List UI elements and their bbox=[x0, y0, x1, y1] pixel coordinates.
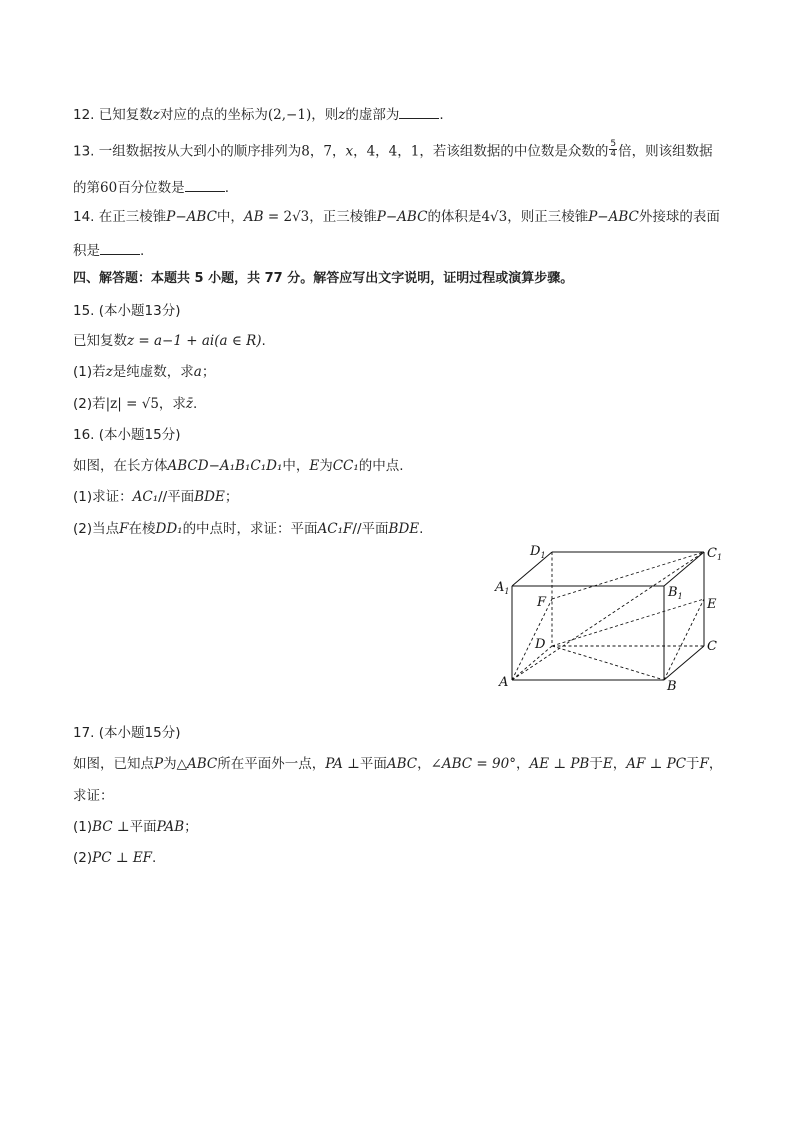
q16-text: (2)当点 bbox=[73, 521, 120, 537]
q15-math: z bbox=[105, 364, 113, 380]
question-17-part1 bbox=[73, 818, 198, 836]
q15-text: 已知复数 bbox=[73, 333, 127, 349]
q14-math: 4√3 bbox=[481, 209, 508, 225]
answer-blank bbox=[100, 240, 140, 255]
q14-text: ，则正三棱锥 bbox=[507, 209, 589, 225]
question-14 bbox=[73, 208, 720, 226]
question-16-part2 bbox=[73, 520, 423, 538]
q14-math: P−ABC bbox=[166, 209, 217, 225]
question-13 bbox=[73, 139, 713, 161]
fraction-numerator: 5 bbox=[610, 139, 617, 149]
q12-text: 12. 已知复数 bbox=[73, 107, 153, 123]
q13-var: x bbox=[345, 143, 354, 160]
q17-math: PA ⊥ bbox=[325, 756, 360, 772]
question-16-part1 bbox=[73, 488, 238, 506]
q15-math: z = a−1 + ai(a ∈ R) bbox=[127, 333, 262, 349]
q17-math: PC ⊥ EF bbox=[92, 850, 153, 866]
q17-text: (2) bbox=[73, 850, 93, 866]
q14-text: 14. 在正三棱锥 bbox=[73, 209, 167, 225]
q16-text: . bbox=[419, 521, 424, 537]
question-16-head bbox=[73, 426, 180, 444]
q15-text: ，求 bbox=[158, 396, 186, 412]
question-13-line2 bbox=[73, 177, 229, 197]
q17-text: (1) bbox=[73, 819, 93, 835]
q13-data: ，4，4，1 bbox=[353, 143, 420, 160]
q15-text: (2)若 bbox=[73, 396, 106, 412]
q16-math: AC₁F bbox=[317, 521, 353, 537]
q16-math: ABCD−A₁B₁C₁D₁ bbox=[167, 458, 283, 474]
q12-var: z bbox=[338, 107, 346, 123]
edge-AD bbox=[512, 646, 552, 680]
q15-text: ； bbox=[201, 364, 216, 380]
q17-text: 为 bbox=[163, 756, 177, 772]
question-16-stem bbox=[73, 457, 404, 475]
q16-math: BDE bbox=[194, 489, 225, 505]
question-15-part1 bbox=[73, 363, 215, 381]
section-title: 四、解答题 bbox=[73, 271, 139, 286]
q14-text: ，正三棱锥 bbox=[309, 209, 377, 225]
label-D1: $D_1$ bbox=[530, 544, 546, 560]
label-B1: $B_1$ bbox=[668, 585, 683, 601]
q17-math: F bbox=[699, 756, 709, 772]
q15-math: |z| = √5 bbox=[105, 396, 159, 412]
q15-heading: 15. (本小题13分) bbox=[73, 303, 181, 319]
q16-text: 为 bbox=[319, 458, 333, 474]
label-A1: $A_1$ bbox=[495, 580, 510, 596]
q17-text: ； bbox=[184, 819, 198, 835]
q16-text: //平面 bbox=[158, 489, 195, 505]
q16-math: DD₁ bbox=[155, 521, 183, 537]
question-14-line2 bbox=[73, 240, 144, 260]
section-heading bbox=[73, 270, 573, 288]
q14-text: 积是 bbox=[73, 243, 100, 259]
q16-text: 中， bbox=[282, 458, 310, 474]
q12-text: . bbox=[439, 107, 444, 123]
question-17-head bbox=[73, 724, 180, 742]
answer-blank bbox=[399, 104, 439, 119]
label-C1: $C_1$ bbox=[707, 546, 723, 562]
label-F: F bbox=[537, 595, 547, 610]
q17-math: PAB bbox=[156, 819, 185, 835]
q15-math: z̄ bbox=[185, 396, 194, 412]
label-D: D bbox=[535, 637, 546, 652]
edge-B1C1 bbox=[664, 552, 704, 586]
q14-math: = 2√3 bbox=[263, 209, 310, 225]
q14-text: 外接球的表面 bbox=[638, 209, 720, 225]
q17-math: P bbox=[154, 756, 164, 772]
q17-text: 平面 bbox=[129, 819, 157, 835]
q17-math: ABC bbox=[386, 756, 418, 772]
q17-heading: 17. (本小题15分) bbox=[73, 725, 181, 741]
q16-text: //平面 bbox=[352, 521, 389, 537]
q17-math: E bbox=[602, 756, 613, 772]
segment-DE bbox=[552, 599, 704, 646]
question-17-stem bbox=[73, 755, 722, 773]
q17-math: BC ⊥ bbox=[92, 819, 130, 835]
q15-text: 是纯虚数，求 bbox=[112, 364, 194, 380]
fraction-denominator: 4 bbox=[610, 149, 617, 159]
q14-math: P−ABC bbox=[588, 209, 639, 225]
q14-math: P−ABC bbox=[376, 209, 428, 225]
segment-BE bbox=[664, 599, 704, 680]
question-15-part2 bbox=[73, 395, 197, 413]
q16-text: (1)求证： bbox=[73, 489, 133, 505]
q17-math: AE ⊥ PB bbox=[529, 756, 590, 772]
label-C: C bbox=[707, 639, 717, 654]
edge-BC bbox=[664, 646, 704, 680]
q16-text: 的中点. bbox=[358, 458, 404, 474]
cuboid-figure bbox=[490, 538, 730, 698]
question-17-part2 bbox=[73, 849, 156, 867]
q17-text: 求证： bbox=[73, 788, 114, 804]
q14-math: AB bbox=[243, 209, 264, 225]
question-15-head bbox=[73, 302, 180, 320]
question-15-stem bbox=[73, 332, 266, 350]
q17-math: AF ⊥ PC bbox=[626, 756, 687, 772]
q16-math: F bbox=[119, 521, 129, 537]
label-E: E bbox=[707, 597, 717, 612]
q17-text: ， bbox=[612, 756, 627, 772]
q14-text: 中， bbox=[216, 209, 244, 225]
q13-data: 8，7， bbox=[301, 143, 346, 160]
q16-math: AC₁ bbox=[132, 489, 159, 505]
q17-text: . bbox=[152, 850, 157, 866]
q17-text: 所在平面外一点， bbox=[217, 756, 326, 772]
q12-var: z bbox=[152, 107, 160, 123]
q16-heading: 16. (本小题15分) bbox=[73, 427, 181, 443]
question-17-prove bbox=[73, 787, 114, 805]
answer-blank bbox=[185, 177, 225, 192]
q13-text: ，若该组数据的中位数是众数的 bbox=[419, 143, 609, 160]
q13-text: . bbox=[224, 180, 229, 196]
label-A: A bbox=[499, 675, 509, 690]
q12-text: ，则 bbox=[311, 107, 339, 123]
segment-DB bbox=[552, 646, 664, 680]
q16-text: 的中点时，求证：平面 bbox=[182, 521, 318, 537]
label-B: B bbox=[667, 679, 677, 694]
q17-math: △ABC bbox=[176, 756, 218, 772]
q15-text: (1)若 bbox=[73, 364, 106, 380]
q12-text: 的虚部为 bbox=[345, 107, 400, 123]
q12-text: 对应的点的坐标为 bbox=[159, 107, 268, 123]
q16-text: 在棱 bbox=[128, 521, 156, 537]
q13-number: 60 bbox=[100, 180, 118, 196]
q17-text: 于 bbox=[686, 756, 700, 772]
section-description: ：本题共 5 小题，共 77 分。解答应写出文字说明，证明过程或演算步骤。 bbox=[138, 271, 574, 286]
q17-text: 如图，已知点 bbox=[73, 756, 154, 772]
q17-text: ， bbox=[708, 756, 723, 772]
q15-text: . bbox=[261, 333, 266, 349]
fraction bbox=[609, 140, 617, 159]
q15-math: a bbox=[193, 364, 202, 380]
segment-AC1 bbox=[512, 552, 704, 680]
q17-text: ， bbox=[515, 756, 530, 772]
q17-text: ， bbox=[417, 756, 431, 772]
q16-math: CC₁ bbox=[332, 458, 359, 474]
q14-text: . bbox=[140, 243, 145, 259]
q16-math: E bbox=[309, 458, 320, 474]
q15-text: . bbox=[193, 396, 198, 412]
question-12 bbox=[73, 104, 444, 124]
q13-text: 的第 bbox=[73, 180, 100, 196]
q17-text: 于 bbox=[589, 756, 603, 772]
q14-text: 的体积是 bbox=[427, 209, 482, 225]
q17-text: 平面 bbox=[359, 756, 387, 772]
q13-text: 13. 一组数据按从大到小的顺序排列为 bbox=[73, 143, 302, 160]
q13-text: 倍，则该组数据 bbox=[618, 143, 713, 160]
q12-coord: (2,−1) bbox=[267, 107, 312, 123]
q16-text: ； bbox=[224, 489, 239, 505]
q16-math: BDE bbox=[388, 521, 420, 537]
q13-text: 百分位数是 bbox=[117, 180, 185, 196]
segment-AF bbox=[512, 599, 552, 680]
q16-text: 如图，在长方体 bbox=[73, 458, 168, 474]
q17-math: ∠ABC = 90° bbox=[430, 756, 516, 772]
